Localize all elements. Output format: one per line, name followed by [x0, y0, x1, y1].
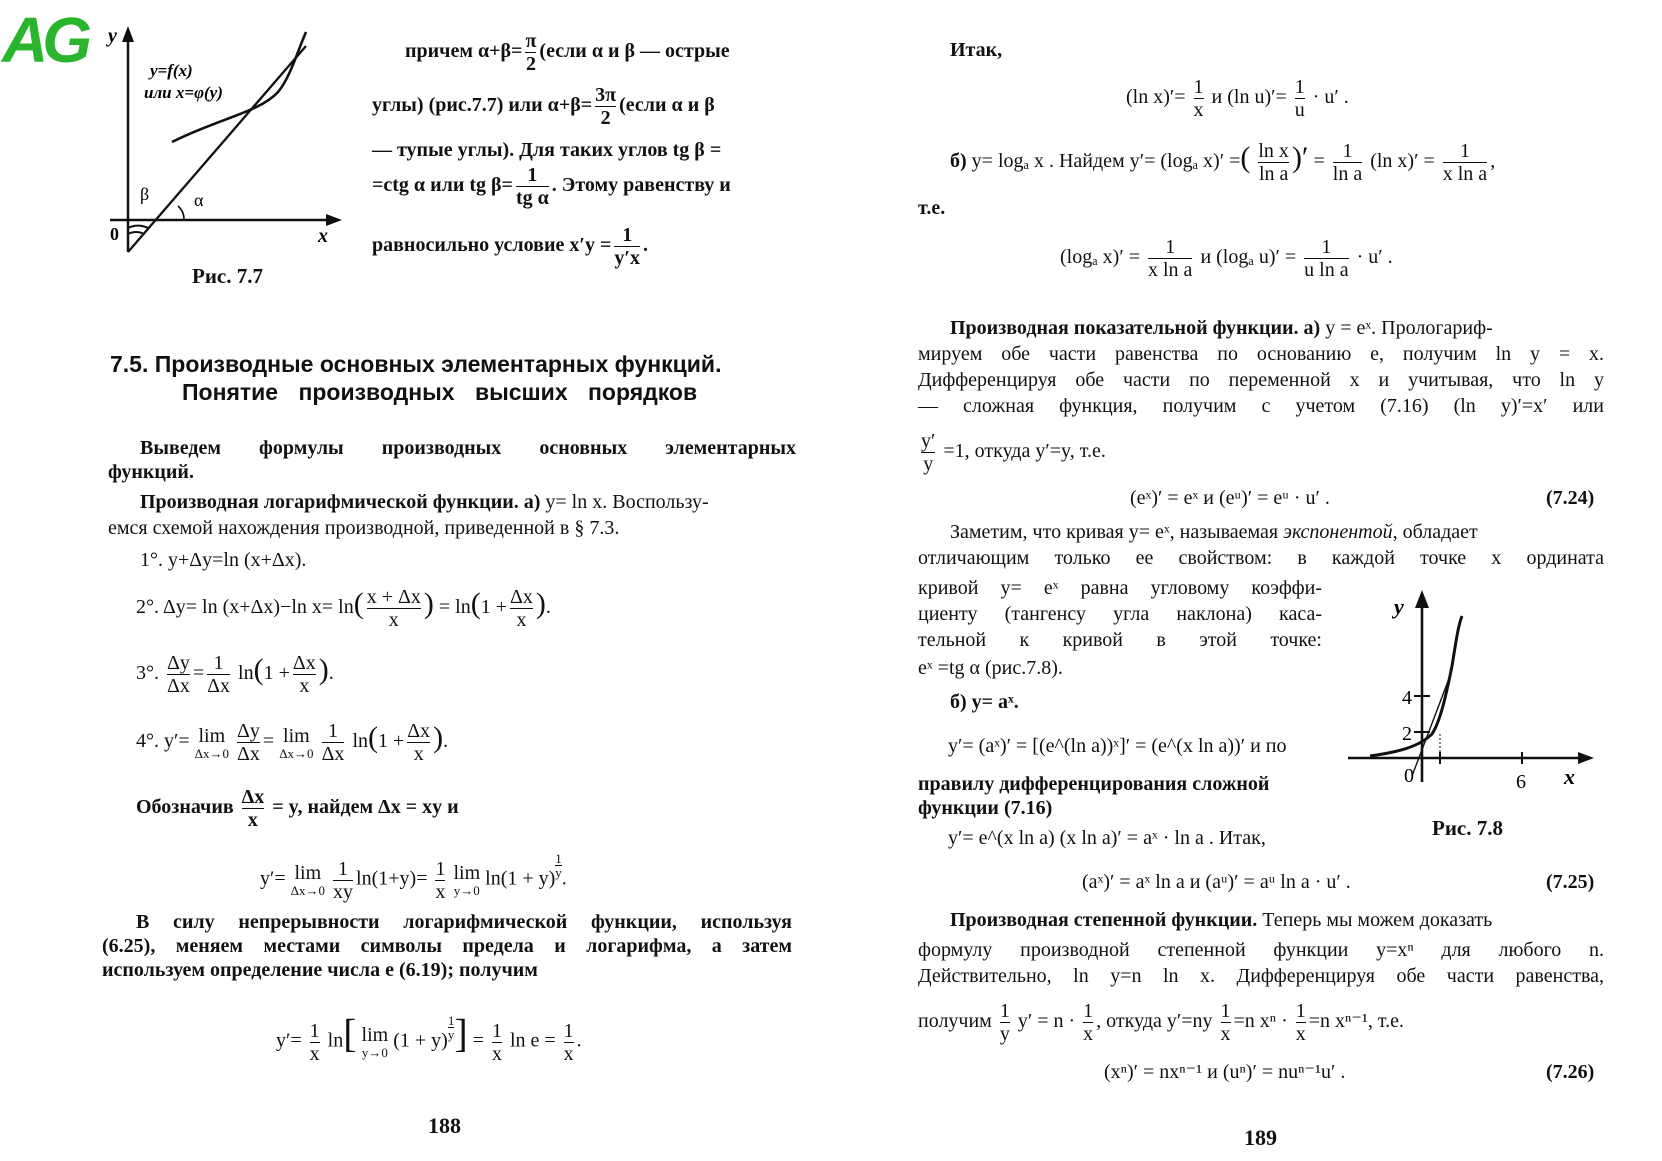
note-line-5: тельной к кривой в этой точке: [918, 629, 1322, 651]
a-power-line-2: правилу дифференцирования сложной [918, 773, 1270, 795]
itak-label: Итак, [950, 39, 1003, 61]
a-power-label: б) y= aˣ. [950, 691, 1019, 713]
intro-line-4: =ctg α или tg β= $\frac{1}{\text{tg α}}$ . Этому равенству и [372, 164, 731, 209]
exp-line-2: мируем обе части равенства по основанию e, получим ln y = x. [918, 343, 1604, 365]
section-heading-line-2: Понятие производных высших порядков [182, 379, 698, 405]
alpha-label: α [194, 190, 204, 210]
step-2: 2°. Δy= ln (x+Δx)−ln x= ln( $\frac{x + \Delta x}{x}$ ) = ln(1 + $\frac{\Delta x}{x}$ ). [136, 586, 551, 631]
intro-line-3: — тупые углы). Для таких углов tg β = [372, 139, 722, 161]
figure-7-8 [1340, 586, 1600, 796]
exp-line-5: $\frac{y'}{y}$ =1, откуда y′=y, т.е. [921, 430, 1106, 475]
power-line-1: Производная степенной функции. Теперь мы можем доказать [950, 909, 1493, 931]
tangent-line [1412, 676, 1450, 776]
origin-label: 0 [110, 224, 119, 244]
power-line-2: формулу производной степенной функции y=xⁿ для любого n. [918, 939, 1604, 961]
a-power-line-3: функции (7.16) [918, 797, 1053, 819]
log-rule: (logₐ x)′ = $\frac{1}{\text{x ln a}}$ и (logₐ u)′ = $\frac{1}{\text{u ln a}}$ · u′ . [1060, 236, 1393, 281]
te-label: т.е. [918, 197, 946, 219]
a-power-derivation: y′= (aˣ)′ = [(e^(ln a))ˣ]′ = (e^(x ln a))′ и по [948, 735, 1287, 757]
x-axis-arrow [326, 214, 342, 226]
para-3-line-2: (6.25), меняем местами символы предела и логарифма, а затем [102, 935, 792, 957]
exp-line-1: Производная показательной функции. а) y = eˣ. Прологариф- [950, 317, 1493, 339]
equation-7-25-number: (7.25) [1546, 871, 1595, 893]
denote-line: Обозначив $\frac{\Delta x}{x}$ = y, найдем Δx = xy и [136, 786, 459, 831]
log-derivative-heading: Производная логарифмической функции. а) [140, 491, 541, 513]
ln-rule: (ln x)′= $\frac{1}{x}$ и (ln u)′= $\frac{1}{u}$ · u′ . [1126, 76, 1349, 121]
section-heading-line-1: 7.5. Производные основных элементарных функций. [110, 351, 722, 377]
fig-7-8-caption: Рис. 7.8 [1432, 816, 1503, 840]
power-line-4: получим $\frac{1}{y}$ y′ = n · $\frac{1}{x}$ , откуда y′=ny $\frac{1}{x}$ =n xⁿ · $\frac{1}{x}$ =n xⁿ⁻¹, т.е. [918, 1000, 1405, 1045]
y-axis-label: y [1394, 594, 1404, 619]
origin-label: 0 [1404, 765, 1414, 787]
x-axis-label: x [318, 225, 328, 247]
para-2-line-1: Производная логарифмической функции. а) y= ln x. Воспользу- [140, 491, 709, 513]
log-a-derivation: б) y= logₐ x . Найдем y′= (logₐ x)′ =( $\frac{\text{ln x}}{\text{ln a}}$ )′ = $\frac{1}{\text{ln a}}$ (ln x)′ = $\frac{1}{\text{x ln a}}$ , [950, 140, 1496, 185]
intro-line-1: причем α+β= $\frac{\pi}{2}$ (если α и β — острые [405, 30, 730, 75]
equation-7-25: (aˣ)′ = aˣ ln a и (aᵘ)′ = aᵘ ln a · u′ . [1082, 871, 1351, 893]
curve-label-2: или x=φ(y) [144, 83, 223, 102]
y-axis-arrow [1415, 590, 1429, 608]
note-line-6: eˣ =tg α (рис.7.8). [918, 657, 1063, 679]
tick-6-label: 6 [1516, 771, 1526, 793]
para-1-line-2: функций. [108, 461, 194, 483]
a-power-line-4: y′= e^(x ln a) (x ln a)′ = aˣ · ln a . Итак, [948, 827, 1266, 849]
equation-7-24: (eˣ)′ = eˣ и (eᵘ)′ = eᵘ · u′ . [1130, 487, 1330, 509]
beta-arc-2 [128, 226, 148, 228]
figure-7-7 [100, 20, 350, 260]
equation-7-26: (xⁿ)′ = nxⁿ⁻¹ и (uⁿ)′ = nuⁿ⁻¹u′ . [1104, 1061, 1346, 1083]
exp-line-4: — сложная функция, получим с учетом (7.16) (ln y)′=x′ или [918, 395, 1604, 417]
equation-7-24-number: (7.24) [1546, 487, 1595, 509]
page-number-left: 188 [428, 1113, 461, 1138]
limit-equation: y′= lim Δx→0 $\frac{1}{xy}$ ln(1+y)= $\frac{1}{x}$ lim y→0 ln(1 + y) $\frac{1}{y}$ . [260, 851, 567, 903]
fig-7-7-caption: Рис. 7.7 [192, 264, 263, 288]
logo: AG [2, 4, 86, 76]
step-3: 3°. $\frac{\Delta y}{\Delta x}$ = $\frac{1}{\Delta x}$ ln(1 + $\frac{\Delta x}{x}$ ). [136, 652, 334, 697]
exp-line-3: Дифференцируя обе части по переменной x и учитывая, что ln y [918, 369, 1604, 391]
final-equation: y′= $\frac{1}{x}$ ln[ lim y→0 (1 + y) $\frac{1}{y}$ ] = $\frac{1}{x}$ ln e = $\frac{1}{x}$ . [276, 1010, 582, 1065]
step-1: 1°. y+Δy=ln (x+Δx). [140, 549, 307, 571]
x-axis-label: x [1564, 764, 1575, 789]
page-number-right: 189 [1244, 1125, 1277, 1150]
power-derivative-heading: Производная степенной функции. [950, 909, 1258, 931]
intro-line-5: равносильно условие x′y = $\frac{1}{y'x}$ . [372, 224, 648, 269]
power-line-3: Действительно, ln y=n ln x. Дифференцируя обе части равенства, [918, 965, 1604, 987]
para-2-line-2: емся схемой нахождения производной, приведенной в § 7.3. [108, 517, 620, 539]
beta-label: β [140, 184, 150, 204]
tick-2-label: 2 [1402, 723, 1412, 745]
intro-line-2: углы) (рис.7.7) или α+β= $\frac{3\pi}{2}$ (если α и β [372, 84, 715, 129]
equation-7-26-number: (7.26) [1546, 1061, 1595, 1083]
step-4: 4°. y′= lim Δx→0 $\frac{\Delta y}{\Delta x}$ = lim Δx→0 $\frac{1}{\Delta x}$ ln(1 + $\frac{\Delta x}{x}$ ). [136, 720, 449, 765]
x-axis-arrow [1578, 752, 1594, 764]
exponent-curve [1370, 616, 1462, 756]
para-1-line-1: Выведем формулы производных основных элементарных [140, 437, 796, 459]
note-line-3: кривой y= eˣ равна угловому коэффи- [918, 577, 1322, 599]
para-3-line-3: используем определение числа e (6.19); получим [102, 959, 538, 981]
y-axis-label: y [108, 25, 117, 47]
note-line-1: Заметим, что кривая y= eˣ, называемая экспонентой, обладает [950, 521, 1478, 543]
exp-derivative-heading: Производная показательной функции. а) [950, 317, 1321, 339]
alpha-arc [178, 206, 184, 220]
curve-label-1: y=f(x) [150, 61, 193, 80]
tick-4-label: 4 [1402, 687, 1412, 709]
para-3-line-1: В силу непрерывности логарифмической функции, используя [136, 911, 792, 933]
note-line-4: циенту (тангенсу угла наклона) каса- [918, 603, 1322, 625]
y-axis-arrow [122, 26, 134, 42]
beta-arc [128, 232, 144, 234]
note-line-2: отличающим только ее свойством: в каждой точке x ордината [918, 547, 1604, 569]
